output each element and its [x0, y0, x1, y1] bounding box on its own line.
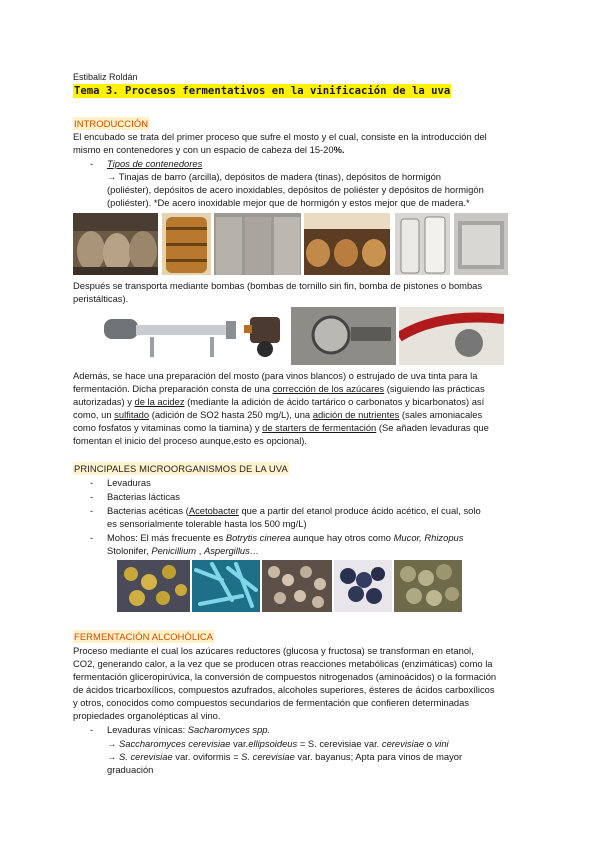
- micro-bullet-molds: Mohos: El más frecuente es Botrytis cinerea aunque hay otros como Mucor, Rhizopus: [107, 532, 464, 543]
- section-heading-microorganisms: PRINCIPALES MICROORGANISMOS DE LA UVA: [74, 463, 288, 474]
- bullet-marker: -: [90, 491, 94, 502]
- fermentation-line: CO2, generando calor, a la vez que se producen otras reacciones metabólicas (enzimáticas) como la: [73, 658, 493, 669]
- preparation-line: fomentan el inicio del proceso aunque,esto es opcional).: [73, 435, 308, 446]
- author-name: Estibaliz Roldán: [73, 72, 138, 82]
- screw-pump-photo: [100, 307, 240, 363]
- containers-line: (poliéster). *De acero inoxidable mejor que de hormigón y estos mejor que de madera.*: [107, 197, 470, 208]
- piston-pump-photo: [242, 307, 288, 363]
- preparation-line: como fosfatos y vitaminas como la tiamina) y de starters de fermentación (Se añaden levaduras que: [73, 422, 489, 433]
- bullet-marker: -: [90, 158, 94, 169]
- clay-jars-photo: [73, 213, 158, 275]
- preparation-line: Además, se hace una preparación del mosto (para vinos blancos) o estrujado de uva tinta para la: [73, 370, 478, 381]
- wine-yeasts-bullet: Levaduras vínicas: Sacharomyces spp.: [107, 724, 271, 735]
- polyester-tanks-photo: [454, 213, 508, 275]
- fermentation-line: y otros, conocidos como compuestos secundarios de fermentación que confieren determinadas: [73, 697, 470, 708]
- preparation-line: como, un sulfitado (adición de SO2 hasta 250 mg/L), una adición de nutrientes (sales amoniacales: [73, 409, 483, 420]
- fermentation-line: Proceso mediante el cual los azúcares reductores (glucosa y fructosa) se transforman en etanol,: [73, 645, 474, 656]
- preparation-line: autorizadas) y de la acidez (mediante la adición de ácido tartárico o carbonatos y bicarbonatos) así: [73, 396, 485, 407]
- yeast-micrograph-photo: [117, 560, 190, 612]
- fermentation-line: de ácidos tricarboxílicos, compuestos azufrados, alcoholes superiores, ésteres de ácidos carboxílicos: [73, 684, 495, 695]
- rotten-grapes-photo: [394, 560, 462, 612]
- bullet-marker: -: [90, 477, 94, 488]
- bullet-marker: -: [90, 505, 94, 516]
- micro-bullet-molds-cont: Stolonifer, Penicillium , Aspergillus…: [107, 545, 260, 556]
- micro-bullet-acetic: Bacterias acéticas (Acetobacter que a partir del etanol produce ácido acético, el cual, solo: [107, 505, 481, 516]
- yeast-variety-line: → Saccharomyces cerevisiae var.ellipsoideus = S. cerevisiae var. cerevisiae o vini: [107, 738, 449, 749]
- botrytis-grapes-photo: [334, 560, 392, 612]
- micro-bullet-acetic-cont: es sensorialmente tolerable hasta los 500 mg/L): [107, 518, 307, 529]
- concrete-tanks-photo: [214, 213, 301, 275]
- containers-bullet: Tipos de contenedores: [107, 158, 203, 169]
- barrel-cellar-photo: [304, 213, 390, 275]
- document-title: Tema 3. Procesos fermentativos en la vinificación de la uva: [74, 85, 451, 97]
- containers-line: → Tinajas de barro (arcilla), depósitos de madera (tinas), depósitos de hormigón: [107, 171, 442, 182]
- bullet-marker: -: [90, 724, 94, 735]
- hose-pump-photo: [399, 307, 504, 365]
- bullet-marker: -: [90, 532, 94, 543]
- containers-line: (poliéster), depósitos de acero inoxidables, depósitos de poliéster y depósitos de hormigón: [107, 184, 484, 195]
- bacteria-micrograph-photo: [192, 560, 260, 612]
- pumps-line: Después se transporta mediante bombas (bombas de tornillo sin fin, bomba de pistones o bombas: [73, 280, 483, 291]
- acetobacter-micrograph-photo: [262, 560, 332, 612]
- yeast-variety-line: graduación: [107, 764, 154, 775]
- yeast-variety-line: → S. cerevisiae var. oviformis = S. cerevisiae var. bayanus; Apta para vinos de mayor: [107, 751, 463, 762]
- pumps-line: peristálticas).: [73, 293, 129, 304]
- intro-paragraph-line: El encubado se trata del primer proceso que sufre el mosto y el cual, consiste en la introducción del: [73, 131, 487, 142]
- micro-bullet-yeasts: Levaduras: [107, 477, 151, 488]
- section-heading-fermentation: FERMENTACIÓN ALCOHÓLICA: [74, 631, 214, 642]
- fermentation-line: fermentación gliceropirúvica, la conversión de compuestos nitrogenados (aminoácidos) o la formación: [73, 671, 497, 682]
- wooden-vat-photo: [162, 213, 211, 275]
- peristaltic-pump-photo: [291, 307, 396, 365]
- intro-paragraph-line: mismo en contenedores y con un espacio de cabeza del 15-20%.: [73, 144, 345, 155]
- preparation-line: fermentación. Dicha preparación consta de una corrección de los azúcares (siguiendo las prácticas: [73, 383, 485, 394]
- micro-bullet-lactic: Bacterias lácticas: [107, 491, 180, 502]
- steel-tanks-photo: [395, 213, 450, 275]
- fermentation-line: propiedades organolépticas al vino.: [73, 710, 221, 721]
- section-heading-intro: INTRODUCCIÓN: [74, 118, 149, 129]
